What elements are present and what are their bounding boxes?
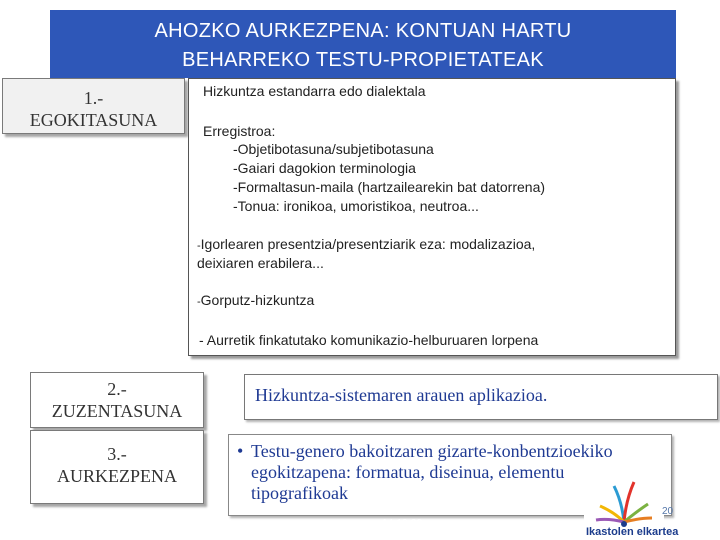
bullet-icon: • [237, 441, 244, 461]
egokitasuna-content [188, 78, 676, 356]
zuzentasuna-text: Hizkuntza-sistemaren arauen aplikazioa. [255, 385, 548, 405]
label-num: 1.- [83, 88, 104, 108]
aurkezpena-line: egokitzapena: formatua, diseinua, elementu [251, 462, 565, 482]
page-number: 20 [662, 506, 674, 517]
content-line [197, 291, 314, 312]
content-line: Hizkuntza estandarra edo dialektala [203, 83, 426, 99]
content-line: deixiaren erabilera... [197, 255, 324, 271]
dash: - [197, 240, 201, 252]
content-line: -Objetibotasuna/subjetibotasuna [233, 141, 434, 157]
content-text: Igorlearen presentzia/presentziarik eza: modalizazioa, [200, 236, 536, 252]
aurkezpena-line: Testu-genero bakoitzaren gizarte-konbentzioekiko [251, 441, 613, 461]
content-text: Gorputz-hizkuntza [200, 292, 315, 308]
label-num: 3.- [107, 444, 127, 464]
label-zuzentasuna [30, 372, 204, 428]
slide-title [50, 10, 676, 78]
label-egokitasuna [2, 78, 185, 134]
content-line [197, 235, 535, 256]
label-num: 2.- [107, 379, 127, 399]
content-line: Erregistroa: [203, 123, 276, 139]
label-word: AURKEZPENA [57, 466, 177, 486]
content-line: - Aurretik finkatutako komunikazio-helburuaren lorpena [199, 332, 539, 348]
label-word: EGOKITASUNA [29, 110, 158, 130]
aurkezpena-text [251, 441, 613, 504]
content-line: -Gaiari dagokion terminologia [233, 160, 416, 176]
dash: - [197, 296, 201, 308]
label-word: ZUZENTASUNA [51, 401, 183, 421]
title-line-2: BEHARREKO TESTU-PROPIETATEAK [182, 49, 544, 71]
aurkezpena-line: tipografikoak [251, 483, 348, 503]
slide-date: 14-10-30 [382, 518, 423, 529]
label-aurkezpena [30, 430, 204, 504]
zuzentasuna-content [244, 374, 718, 420]
title-line-1: AHOZKO AURKEZPENA: KONTUAN HARTU [154, 20, 572, 42]
logo-text: Ikastolen elkartea [586, 526, 679, 538]
content-line: -Formaltasun-maila (hartzailearekin bat datorrena) [233, 179, 546, 195]
content-line: -Tonua: ironikoa, umoristikoa, neutroa... [233, 198, 479, 214]
